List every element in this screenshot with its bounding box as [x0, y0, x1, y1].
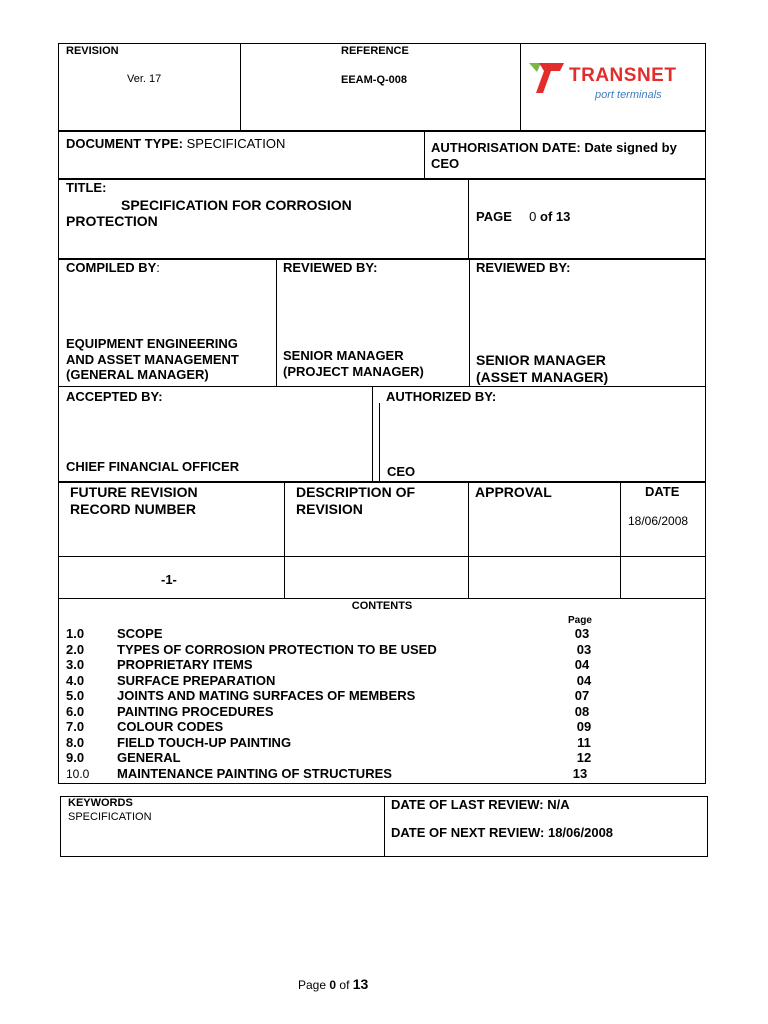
contents-item — [66, 766, 705, 782]
contents-item — [66, 719, 705, 735]
revision-value: Ver. 17 — [127, 73, 162, 85]
page-indicator — [476, 209, 570, 224]
footer-page-word: Page — [298, 978, 327, 992]
contents-item-title: PROPRIETARY ITEMS — [117, 657, 253, 672]
document-title-line2: PROTECTION — [66, 213, 158, 229]
document-type-label: DOCUMENT TYPE — [66, 136, 179, 151]
contents-item-number: 2.0 — [66, 641, 85, 657]
page-indicator-total: of 13 — [540, 209, 571, 224]
contents-item-number: 7.0 — [66, 719, 85, 734]
contents-item-number: 8.0 — [66, 734, 85, 750]
reviewed-by-2-label: REVIEWED BY: — [476, 260, 571, 275]
contents-item-title: COLOUR CODES — [117, 719, 224, 734]
page-indicator-num: 0 — [529, 209, 537, 224]
page-footer — [298, 976, 368, 992]
contents-page-heading: Page — [568, 615, 592, 626]
footer-page-num: 0 — [329, 978, 337, 992]
contents-item — [66, 642, 705, 658]
authorized-by-name: CEO — [387, 464, 416, 479]
contents-item-number: 1.0 — [66, 626, 85, 641]
keywords-block — [60, 796, 708, 857]
contents-item-page: 04 — [574, 657, 590, 672]
contents-item — [66, 735, 705, 751]
contents-heading: CONTENTS — [351, 600, 413, 612]
title-block — [58, 179, 706, 259]
contents-item-title: PAINTING PROCEDURES — [117, 703, 274, 719]
contents-item-title: SCOPE — [117, 626, 163, 641]
header-block — [58, 43, 706, 131]
contents-item — [66, 750, 705, 766]
contents-item-title: MAINTENANCE PAINTING OF STRUCTURES — [117, 765, 392, 781]
contents-item-title: JOINTS AND MATING SURFACES OF MEMBERS — [117, 688, 416, 703]
reference-label: REFERENCE — [341, 45, 409, 57]
contents-item-number: 6.0 — [66, 703, 85, 719]
reviewed-by-2-text: SENIOR MANAGER (ASSET MANAGER) — [476, 352, 609, 385]
last-review-date: DATE OF LAST REVIEW: N/A — [391, 797, 570, 812]
contents-item-number: 3.0 — [66, 657, 85, 672]
contents-item — [66, 657, 705, 673]
contents-item-number: 5.0 — [66, 688, 85, 703]
contents-item — [66, 688, 705, 704]
footer-of-word: of — [339, 978, 350, 992]
contents-item-page: 13 — [572, 765, 588, 781]
contents-item-page: 11 — [577, 734, 591, 750]
reference-value: EEAM-Q-008 — [341, 74, 408, 86]
authorized-by-label: AUTHORIZED BY: — [386, 389, 497, 404]
reviewed-by-1-label: REVIEWED BY: — [283, 260, 378, 275]
keywords-value: SPECIFICATION — [68, 811, 152, 823]
contents-item-page: 09 — [576, 719, 592, 734]
logo-brand-text: TRANSNET — [569, 65, 677, 86]
reviewed-by-1-text: SENIOR MANAGER (PROJECT MANAGER) — [283, 348, 424, 379]
compiled-reviewed-block — [58, 259, 706, 387]
revision-record-number: -1- — [161, 572, 177, 587]
accepted-authorized-block — [58, 386, 706, 482]
transnet-logo — [529, 58, 699, 108]
title-label: TITLE: — [66, 180, 107, 195]
contents-item-title: FIELD TOUCH-UP PAINTING — [117, 734, 292, 750]
contents-item-page: 08 — [574, 703, 590, 719]
compiled-by-label: COMPILED BY: — [66, 260, 160, 275]
revision-record-col1: FUTURE REVISION RECORD NUMBER — [70, 484, 198, 517]
accepted-by-label: ACCEPTED BY: — [66, 389, 163, 404]
page-indicator-label: PAGE — [476, 209, 512, 224]
contents-item — [66, 704, 705, 720]
accepted-by-name: CHIEF FINANCIAL OFFICER — [66, 459, 240, 474]
contents-item-page: 04 — [576, 672, 592, 688]
contents-item-number: 10.0 — [66, 766, 90, 781]
contents-item — [66, 673, 705, 689]
next-review-date: DATE OF NEXT REVIEW: 18/06/2008 — [391, 825, 614, 840]
contents-item-page: 03 — [574, 626, 590, 641]
document-type-value: SPECIFICATION — [186, 136, 286, 151]
contents-item-page: 12 — [576, 750, 592, 765]
revision-record-col4: DATE — [645, 484, 680, 499]
keywords-label: KEYWORDS — [68, 797, 133, 809]
contents-item-title: SURFACE PREPARATION — [117, 672, 276, 688]
contents-item-page: 03 — [576, 641, 592, 657]
compiled-by-text: EQUIPMENT ENGINEERING AND ASSET MANAGEMENT (GENERAL MANAGER) — [66, 336, 239, 382]
revision-record-col3: APPROVAL — [475, 484, 552, 500]
contents-item-number: 4.0 — [66, 672, 85, 688]
contents-item-title: GENERAL — [117, 750, 181, 765]
document-title-line1: SPECIFICATION FOR CORROSION — [121, 197, 352, 213]
contents-item-page: 07 — [574, 688, 590, 703]
revision-record-date: 18/06/2008 — [628, 514, 689, 528]
authorisation-date: AUTHORISATION DATE: Date signed by CEO — [431, 140, 677, 171]
revision-record-table — [58, 482, 706, 599]
contents-block — [58, 598, 706, 784]
logo-subtitle: port terminals — [595, 89, 662, 101]
document-type: DOCUMENT TYPE: SPECIFICATION — [66, 136, 286, 151]
document-type-block — [58, 131, 706, 179]
contents-item-number: 9.0 — [66, 750, 85, 765]
revision-record-col2: DESCRIPTION OF REVISION — [296, 484, 416, 517]
revision-label: REVISION — [66, 45, 119, 57]
contents-item — [66, 626, 705, 642]
transnet-mark-icon — [529, 60, 565, 94]
footer-page-total: 13 — [352, 976, 369, 992]
contents-item-title: TYPES OF CORROSION PROTECTION TO BE USED — [117, 641, 437, 657]
